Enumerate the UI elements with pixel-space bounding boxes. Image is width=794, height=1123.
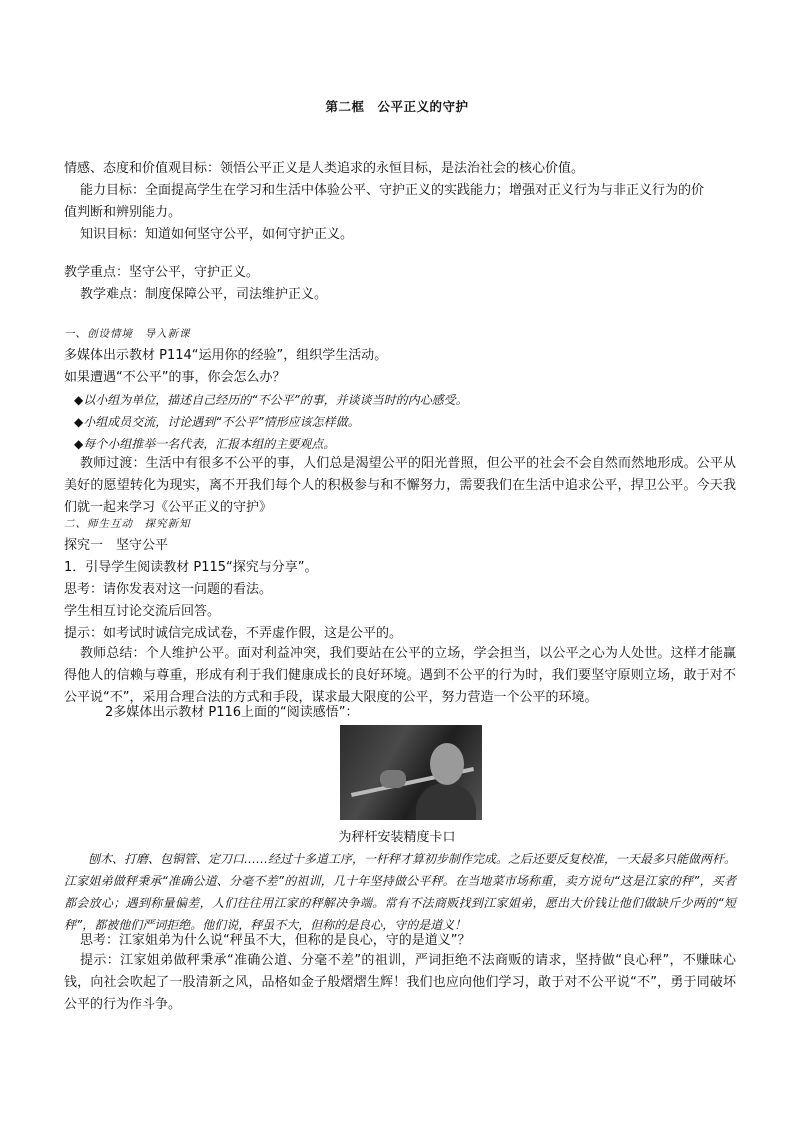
difficult-point: 教学难点：制度保障公平，司法维护正义。 <box>80 287 328 302</box>
explore-step-2: 2多媒体出示教材 P116上面的“阅读感悟”： <box>105 705 359 720</box>
key-point: 教学重点：坚守公平，守护正义。 <box>64 265 260 280</box>
teacher-transition: 教师过渡：生活中有很多不公平的事，人们总是渴望公平的阳光普照，但公平的社会不会自然而然地形成。公平从美好的愿望转化为现实，离不开我们每个人的积极参与和不懈努力，需要我们在生活中追求公平，捍卫公平。今天我们就一起来学习《公平正义的守护》 <box>64 456 736 515</box>
think-prompt: 思考：请你发表对这一问题的看法。 <box>64 582 273 597</box>
section-heading-intro: 一、创设情境 导入新课 <box>64 328 191 340</box>
goal-knowledge: 知识目标：知道如何坚守公平，如何守护正义。 <box>80 227 354 242</box>
bullet-item-2: ◆小组成员交流，讨论遇到“不公平”情形应该怎样做。 <box>74 415 360 429</box>
explore-title: 探究一 坚守公平 <box>64 538 169 553</box>
goal-ability-cont: 值判断和辨别能力。 <box>64 205 182 220</box>
photo-caption: 为秤杆安装精度卡口 <box>338 830 456 845</box>
story-paragraph: 刨木、打磨、包铜管、定刀口……经过十多道工序，一杆秤才算初步制作完成。之后还要反复校准，一天最多只能做两杆。江家姐弟做秤秉承“准确公道、分毫不差”的祖训，几十年坚持做公平秤。在当地菜市场称重，卖方说句“这是江家的秤”，买者都会放心；遇到称量偏差，人们往往用江家的秤解决争端。常有不法商贩找到江家姐弟，愿出大价钱让他们做缺斤少两的“短秤”，都被他们严词拒绝。他们说，秤虽不大，但称的是良心，守的是道义！ <box>64 852 737 932</box>
page-title: 第二框 公平正义的守护 <box>325 99 469 114</box>
explore-step-1: 1．引导学生阅读教材 P115“探究与分享”。 <box>64 560 318 575</box>
scale-maker-photo <box>340 725 482 820</box>
bullet-item-3: ◆每个小组推举一名代表，汇报本组的主要观点。 <box>74 437 336 451</box>
bullet-item-1: ◆以小组为单位，描述自己经历的“不公平”的事，并谈谈当时的内心感受。 <box>74 393 468 407</box>
goal-ability: 能力目标：全面提高学生在学习和生活中体验公平、守护正义的实践能力；增强对正义行为与非正义行为的价 <box>80 183 705 198</box>
story-answer: 提示：江家姐弟做秤秉承“准确公道、分毫不差”的祖训，严词拒绝不法商贩的请求，坚持做“良心秤”，不赚昧心钱，向社会吹起了一股清新之风，品格如金子般熠熠生辉！我们也应向他们学习，敢于对不公平说“不”，勇于同破坏公平的行为作斗争。 <box>64 953 736 1012</box>
discuss-line: 学生相互讨论交流后回答。 <box>64 604 221 619</box>
story-question: 思考：江家姐弟为什么说“秤虽不大，但称的是良心，守的是道义”？ <box>80 933 471 948</box>
section-heading-explore: 二、师生互动 探究新知 <box>64 518 191 530</box>
hint-line: 提示：如考试时诚信完成试卷，不弄虚作假，这是公平的。 <box>64 626 403 641</box>
teacher-summary: 教师总结：个人维护公平。面对利益冲突，我们要站在公平的立场，学会担当，以公平之心为人处世。这样才能赢得他人的信赖与尊重，形成有利于我们健康成长的良好环境。遇到不公平的行为时，我们要坚守原则立场，敢于对不公平说“不”，采用合理合法的方式和手段，谋求最大限度的公平，努力营造一个公平的环境。 <box>64 646 736 705</box>
intro-line-2: 如果遭遇“不公平”的事，你会怎么办？ <box>64 370 286 385</box>
goal-emotion: 情感、态度和价值观目标：领悟公平正义是人类追求的永恒目标，是法治社会的核心价值。 <box>64 161 585 176</box>
intro-line-1: 多媒体出示教材 P114“运用你的经验”，组织学生活动。 <box>64 348 388 363</box>
